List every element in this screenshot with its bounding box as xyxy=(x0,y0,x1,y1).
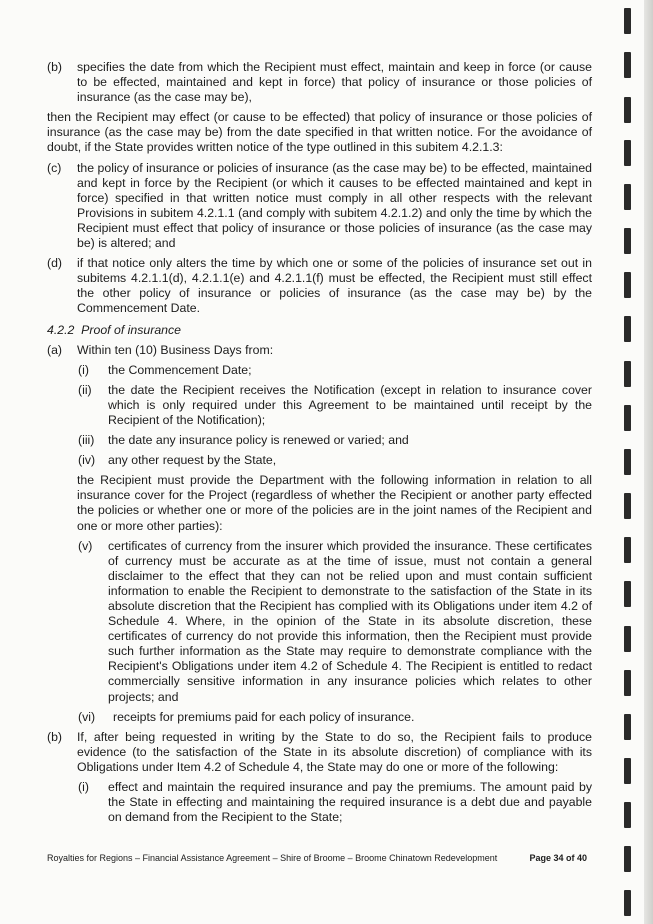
clause-text: specifies the date from which the Recipient must effect, maintain and keep in force (or cause to be effected, maintained and kept in force) that policy of insurance or those policies of insurance (as the case may be), xyxy=(77,60,592,105)
clause-label: (b) xyxy=(47,729,63,744)
binder-hole xyxy=(624,581,631,607)
proof-a-subitem-iv xyxy=(47,453,592,468)
page-edge xyxy=(644,0,653,924)
then-paragraph: then the Recipient may effect (or cause to be effected) that policy of insurance or those policies of insurance (as the case may be) from the date specified in that written notice. For the avoidance of doubt, if the State provides written notice of the type outlined in this subitem 4.2.1.3: xyxy=(47,110,592,155)
proof-b-subitem-i xyxy=(47,780,592,825)
subitem-text: any other request by the State, xyxy=(108,453,277,468)
binder-holes xyxy=(622,0,636,924)
page-footer xyxy=(47,853,587,863)
binder-hole xyxy=(624,184,631,210)
clause-item-b-top xyxy=(47,60,592,105)
binder-hole xyxy=(624,846,631,872)
clause-item-c xyxy=(47,161,592,252)
subitem-label: (iii) xyxy=(78,433,95,448)
subitem-label: (ii) xyxy=(78,382,92,397)
binder-hole xyxy=(624,758,631,784)
proof-item-a xyxy=(47,343,592,358)
section-heading: 4.2.2 Proof of insurance xyxy=(47,322,181,337)
binder-hole xyxy=(624,97,631,123)
binder-hole xyxy=(624,537,631,563)
subitem-label: (iv) xyxy=(78,453,96,468)
binder-hole xyxy=(624,405,631,431)
clause-text: Within ten (10) Business Days from: xyxy=(77,342,274,357)
footer-document-title: Royalties for Regions – Financial Assistance Agreement – Shire of Broome – Broome Chinatown Redevelopment xyxy=(47,853,498,863)
subitem-label: (vi) xyxy=(78,709,96,724)
subitem-text: the Commencement Date; xyxy=(108,362,252,377)
proof-a-subitem-ii xyxy=(47,383,592,428)
document-body xyxy=(47,60,592,825)
binder-hole xyxy=(624,670,631,696)
proof-a-subitem-iii xyxy=(47,433,592,448)
subitem-text: receipts for premiums paid for each policy of insurance. xyxy=(113,709,415,724)
subitem-label: (v) xyxy=(78,538,93,553)
binder-hole xyxy=(624,8,631,34)
binder-hole xyxy=(624,272,631,298)
proof-item-b xyxy=(47,730,592,775)
binder-hole xyxy=(624,52,631,78)
binder-hole xyxy=(624,449,631,475)
binder-hole xyxy=(624,140,631,166)
clause-label: (a) xyxy=(47,342,63,357)
binder-hole xyxy=(624,228,631,254)
binder-hole xyxy=(624,802,631,828)
proof-a-subitem-vi xyxy=(47,710,592,725)
page-number: Page 34 of 40 xyxy=(529,853,587,863)
clause-label: (d) xyxy=(47,256,63,271)
subitem-text: effect and maintain the required insurance and pay the premiums. The amount paid by the State in effecting and maintaining the required insurance is a debt due and payable on demand from the Recipient to the State; xyxy=(108,780,592,825)
subitem-text: the date the Recipient receives the Notification (except in relation to insurance cover which is only required under this Agreement to be maintained until receipt by the Recipient of the Notification); xyxy=(108,382,592,427)
subitem-text: certificates of currency from the insurer which provided the insurance. These certificates of currency must be accurate as at the time of issue, must not contain a general disclaimer to the effect that they can not be relied upon and must contain sufficient information to enable the Recipient to demonstrate to the satisfaction of the State in its absolute discretion that the Recipient has complied with its Obligations under item 4.2 of Schedule 4. Where, in the opinion of the State in its absolute discretion, these certificates of currency do not provide this information, then the Recipient must provide such further information as the State may require to demonstrate compliance with the Recipient's Obligations under item 4.2 of Schedule 4. The Recipient is entitled to redact commercially sensitive information in any insurance policies which relates to other projects; and xyxy=(108,538,592,704)
clause-label: (c) xyxy=(47,160,62,175)
proof-a-middle-paragraph: the Recipient must provide the Department with the following information in relation to all insurance cover for the Project (regardless of whether the Recipient or another party effected the policies or whether one or more of the policies are in the joint names of the Recipient and one or more other parties): xyxy=(77,473,592,533)
proof-a-subitem-v xyxy=(47,539,592,705)
binder-hole xyxy=(624,890,631,916)
subitem-label: (i) xyxy=(78,362,89,377)
binder-hole xyxy=(624,714,631,740)
binder-hole xyxy=(624,361,631,387)
clause-text: if that notice only alters the time by which one or some of the policies of insurance set out in subitems 4.2.1.1(d), 4.2.1.1(e) and 4.2.1.1(f) must be effected, the Recipient must still effect the other policy of insurance or policies of insurance (as the case may be) by the Commencement Date. xyxy=(77,256,592,316)
binder-hole xyxy=(624,626,631,652)
clause-text: If, after being requested in writing by the State to do so, the Recipient fails to produce evidence (to the satisfaction of the State in its absolute discretion) of compliance with its Obligations under Item 4.2 of Schedule 4, the State may do one or more of the following: xyxy=(77,729,592,774)
clause-text: the policy of insurance or policies of insurance (as the case may be) to be effected, maintained and kept in force by the Recipient (or which it causes to be effected maintained and kept in force) specified in that written notice must comply in all other respects with the relevant Provisions in subitem 4.2.1.1 (and comply with subitem 4.2.1.2) and only the time by which the Recipient must effect that policy of insurance or those policies of insurance (as the case may be) is altered; and xyxy=(77,160,592,251)
binder-hole xyxy=(624,316,631,342)
clause-label: (b) xyxy=(47,60,63,74)
subitem-label: (i) xyxy=(78,780,89,795)
proof-a-subitem-i xyxy=(47,363,592,378)
clause-item-d xyxy=(47,256,592,316)
subitem-text: the date any insurance policy is renewed or varied; and xyxy=(108,433,409,448)
binder-hole xyxy=(624,493,631,519)
